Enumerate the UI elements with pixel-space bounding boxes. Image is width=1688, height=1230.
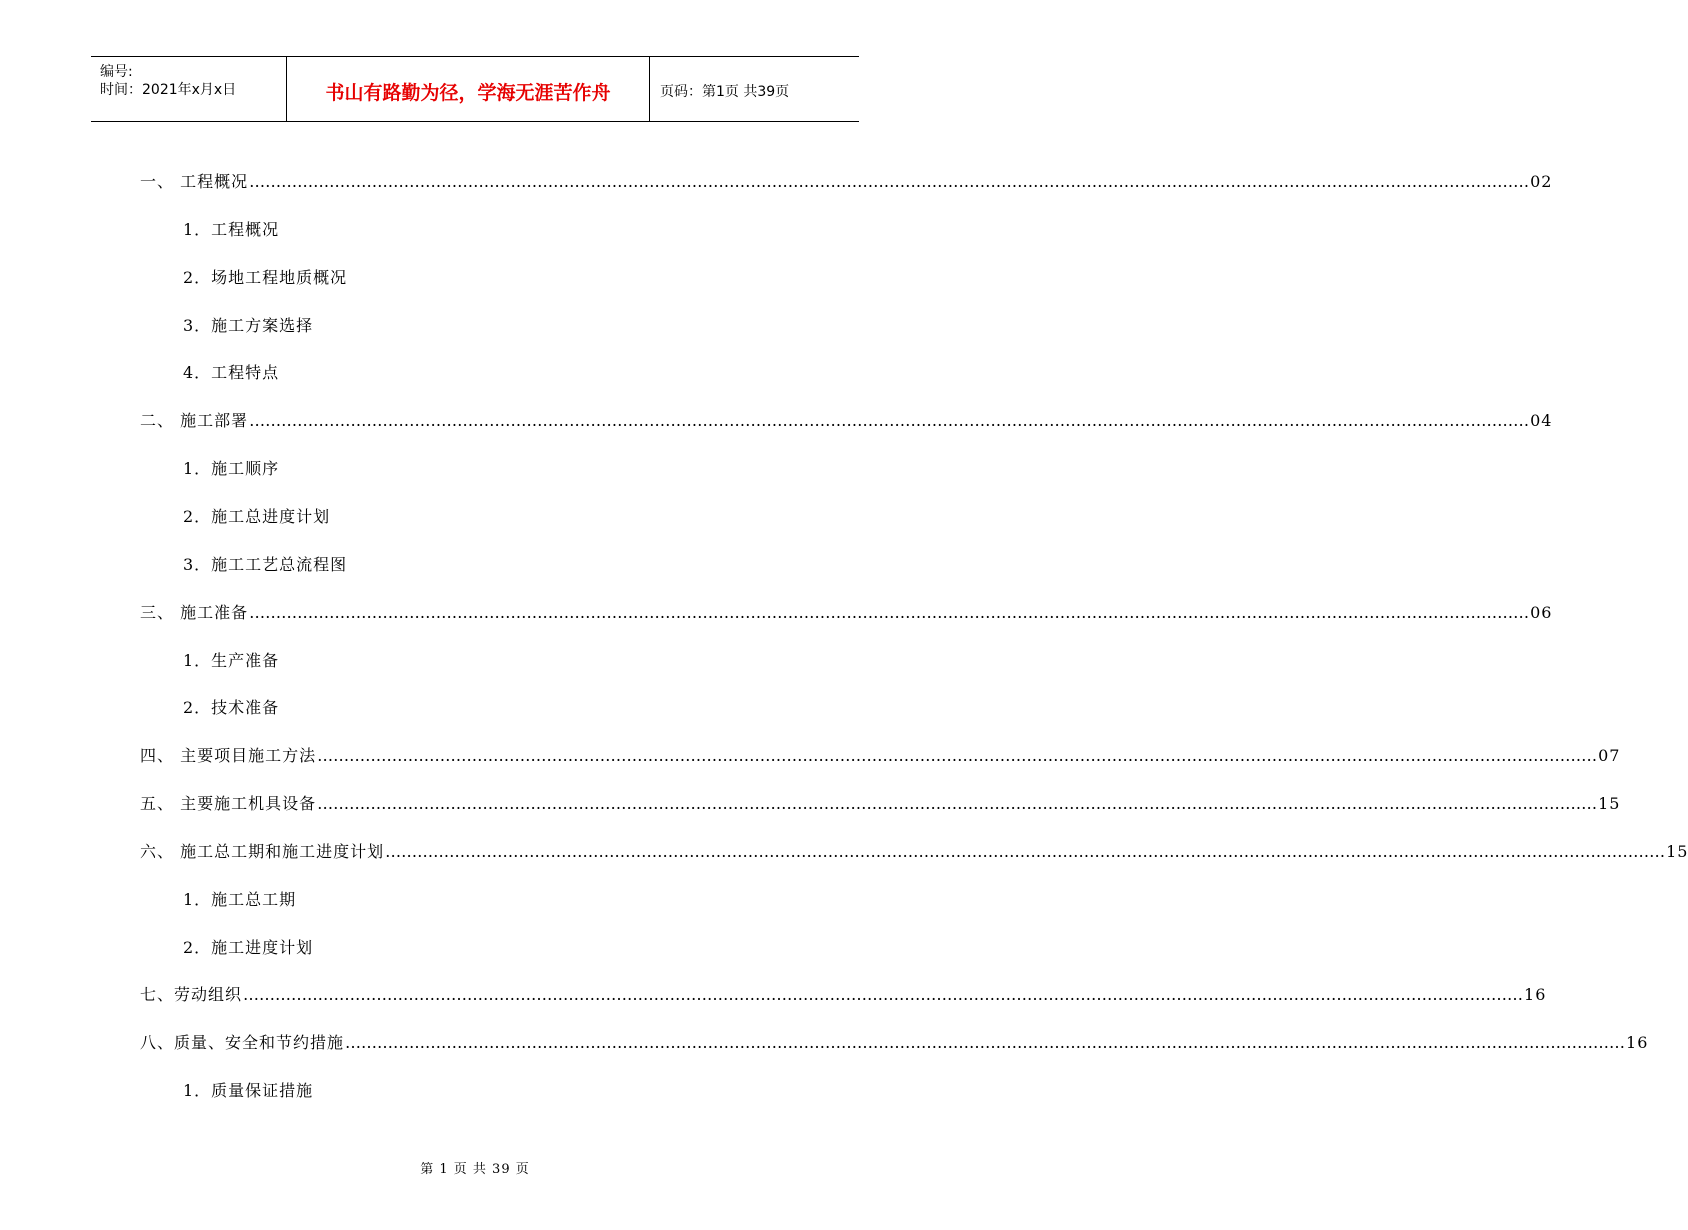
- toc-entry-label: 七、劳动组织: [140, 985, 243, 1004]
- header-motto: 书山有路勤为径，学海无涯苦作舟: [287, 57, 650, 121]
- toc-section-entry: [140, 792, 1621, 816]
- toc-subsection-entry: [183, 457, 279, 481]
- toc-page-number: 15: [1598, 794, 1621, 813]
- toc-entry-label: 1．工程概况: [183, 220, 280, 239]
- toc-section-entry: [140, 744, 1621, 768]
- toc-entry-label: 3．施工方案选择: [183, 316, 314, 335]
- toc-entry-label: 2．场地工程地质概况: [183, 268, 348, 287]
- toc-subsection-entry: [183, 505, 330, 529]
- toc-entry-label: 1．施工顺序: [183, 459, 280, 478]
- toc-page-number: 16: [1626, 1033, 1649, 1052]
- toc-section-entry: [140, 601, 1553, 625]
- toc-entry-label: 3．施工工艺总流程图: [183, 555, 348, 574]
- toc-dot-leader: ……………………………………………………………………………………………………………………………………………………………………………………………………………………: [345, 1033, 1626, 1052]
- time-label: 时间：2021年x月x日: [100, 82, 237, 98]
- toc-subsection-entry: [183, 218, 279, 242]
- toc-entry-label: 二、 施工部署: [140, 411, 249, 430]
- toc-entry-label: 五、 主要施工机具设备: [140, 794, 317, 813]
- page-footer: 第 1 页 共 39 页: [420, 1162, 530, 1177]
- toc-page-number: 07: [1598, 746, 1621, 765]
- toc-section-entry: [140, 409, 1553, 433]
- toc-subsection-entry: [183, 314, 313, 338]
- toc-subsection-entry: [183, 696, 279, 720]
- toc-dot-leader: ……………………………………………………………………………………………………………………………………………………………………………………………………………………: [243, 985, 1524, 1004]
- toc-entry-label: 八、质量、安全和节约措施: [140, 1033, 345, 1052]
- toc-entry-label: 三、 施工准备: [140, 603, 249, 622]
- toc-page-number: 02: [1530, 172, 1553, 191]
- toc-entry-label: 1．质量保证措施: [183, 1081, 314, 1100]
- toc-entry-label: 2．施工进度计划: [183, 938, 314, 957]
- toc-section-entry: [140, 170, 1553, 194]
- toc-entry-label: 六、 施工总工期和施工进度计划: [140, 842, 385, 861]
- toc-entry-label: 4．工程特点: [183, 363, 280, 382]
- toc-page-number: 04: [1530, 411, 1553, 430]
- toc-section-entry: [140, 1031, 1649, 1055]
- toc-entry-label: 2．技术准备: [183, 698, 280, 717]
- toc-dot-leader: ……………………………………………………………………………………………………………………………………………………………………………………………………………………: [249, 411, 1530, 430]
- toc-entry-label: 四、 主要项目施工方法: [140, 746, 317, 765]
- toc-entry-label: 2．施工总进度计划: [183, 507, 331, 526]
- toc-section-entry: [140, 840, 1688, 864]
- toc-dot-leader: ……………………………………………………………………………………………………………………………………………………………………………………………………………………: [317, 794, 1598, 813]
- toc-entry-label: 1．生产准备: [183, 651, 280, 670]
- toc-dot-leader: ……………………………………………………………………………………………………………………………………………………………………………………………………………………: [385, 842, 1666, 861]
- toc-page-number: 15: [1666, 842, 1688, 861]
- toc-subsection-entry: [183, 361, 279, 385]
- header-page-number: 页码：第1页 共39页: [660, 84, 790, 100]
- toc-subsection-entry: [183, 553, 347, 577]
- toc-dot-leader: ……………………………………………………………………………………………………………………………………………………………………………………………………………………: [249, 603, 1530, 622]
- toc-subsection-entry: [183, 936, 313, 960]
- toc-page-number: 16: [1524, 985, 1547, 1004]
- toc-subsection-entry: [183, 266, 347, 290]
- toc-dot-leader: ……………………………………………………………………………………………………………………………………………………………………………………………………………………: [317, 746, 1598, 765]
- toc-section-entry: [140, 983, 1547, 1007]
- serial-number-label: 编号:: [100, 64, 133, 80]
- toc-page-number: 06: [1530, 603, 1553, 622]
- toc-dot-leader: ……………………………………………………………………………………………………………………………………………………………………………………………………………………: [249, 172, 1530, 191]
- toc-subsection-entry: [183, 1079, 313, 1103]
- toc-subsection-entry: [183, 888, 296, 912]
- toc-entry-label: 1．施工总工期: [183, 890, 297, 909]
- toc-entry-label: 一、 工程概况: [140, 172, 249, 191]
- toc-subsection-entry: [183, 649, 279, 673]
